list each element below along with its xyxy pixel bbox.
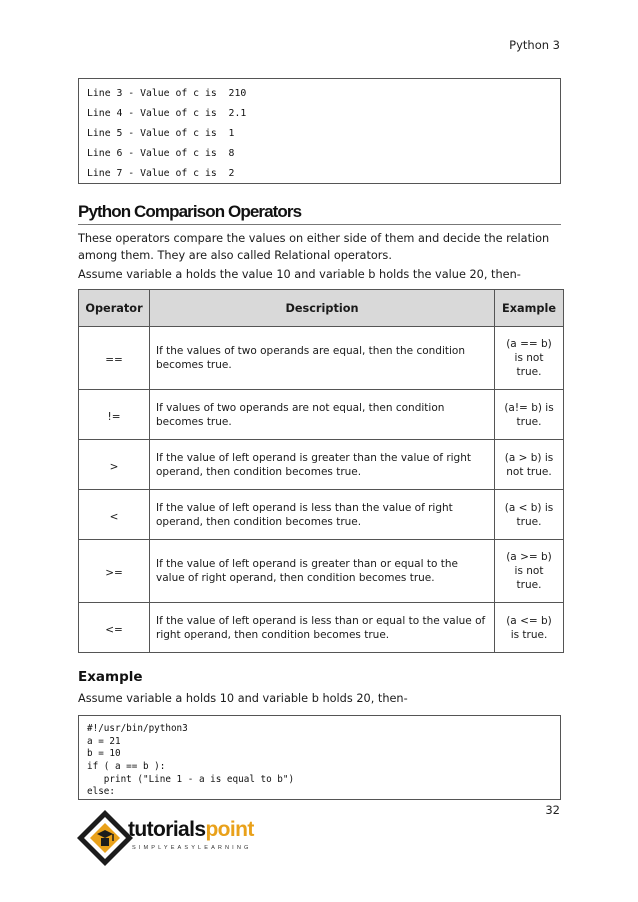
assume-paragraph: Assume variable a holds the value 10 and variable b holds the value 20, then- bbox=[78, 268, 521, 281]
table-header-row bbox=[79, 290, 564, 327]
header-description: Description bbox=[150, 290, 495, 327]
code-line: Line 7 - Value of c is 2 bbox=[87, 168, 235, 179]
code-line: #!/usr/bin/python3 bbox=[87, 723, 188, 734]
code-line: else: bbox=[87, 786, 115, 798]
operator-cell: == bbox=[79, 327, 150, 390]
operator-cell: != bbox=[79, 390, 150, 440]
code-line: Line 3 - Value of c is 210 bbox=[87, 88, 247, 99]
code-line: b = 10 bbox=[87, 748, 121, 760]
table-row bbox=[79, 540, 564, 603]
example-cell: (a >= b) is not true. bbox=[495, 540, 564, 603]
intro-paragraph: These operators compare the values on either side of them and decide the relation among them. They are also called Relational operators. bbox=[78, 232, 550, 262]
example-cell: (a < b) is true. bbox=[495, 490, 564, 540]
table-row bbox=[79, 327, 564, 390]
code-line: print ("Line 1 - a is equal to b") bbox=[87, 773, 295, 785]
comparison-operators-table bbox=[78, 289, 564, 653]
description-cell: If the value of left operand is greater than or equal to the value of right operand, then condition becomes true. bbox=[150, 540, 495, 603]
example-cell: (a == b) is not true. bbox=[495, 327, 564, 390]
code-line: a = 21 bbox=[87, 735, 121, 747]
description-cell: If the value of left operand is less than or equal to the value of right operand, then condition becomes true. bbox=[150, 603, 495, 653]
page-header-title: Python 3 bbox=[509, 38, 560, 52]
example-heading: Example bbox=[78, 669, 143, 685]
code-line: Line 5 - Value of c is 1 bbox=[87, 128, 235, 139]
description-cell: If the value of left operand is less than the value of right operand, then condition becomes true. bbox=[150, 490, 495, 540]
example-cell: (a <= b) is true. bbox=[495, 603, 564, 653]
table-row bbox=[79, 490, 564, 540]
section-divider bbox=[78, 224, 561, 225]
operator-cell: > bbox=[79, 440, 150, 490]
logo-word-point: point bbox=[205, 818, 254, 841]
table-row bbox=[79, 603, 564, 653]
example-code-block bbox=[78, 715, 561, 800]
operator-cell: >= bbox=[79, 540, 150, 603]
description-cell: If the values of two operands are equal, then the condition becomes true. bbox=[150, 327, 495, 390]
table-row bbox=[79, 390, 564, 440]
section-heading: Python Comparison Operators bbox=[78, 202, 302, 221]
example-cell: (a!= b) is true. bbox=[495, 390, 564, 440]
page-number: 32 bbox=[545, 803, 560, 817]
code-line: Line 6 - Value of c is 8 bbox=[87, 148, 235, 159]
logo-emblem-icon bbox=[75, 808, 135, 868]
output-code-block bbox=[78, 78, 561, 184]
table-row bbox=[79, 440, 564, 490]
header-operator: Operator bbox=[79, 290, 150, 327]
example-cell: (a > b) is not true. bbox=[495, 440, 564, 490]
header-example: Example bbox=[495, 290, 564, 327]
example-intro-paragraph: Assume variable a holds 10 and variable b holds 20, then- bbox=[78, 692, 408, 705]
code-line: Line 4 - Value of c is 2.1 bbox=[87, 108, 247, 119]
logo-tagline: SIMPLYEASYLEARNING bbox=[132, 845, 252, 851]
logo-word-tutorials: tutorials bbox=[128, 818, 206, 841]
tutorialspoint-logo bbox=[75, 808, 265, 868]
operator-cell: <= bbox=[79, 603, 150, 653]
operator-cell: < bbox=[79, 490, 150, 540]
description-cell: If the value of left operand is greater than the value of right operand, then condition becomes true. bbox=[150, 440, 495, 490]
code-line: if ( a == b ): bbox=[87, 761, 166, 773]
description-cell: If values of two operands are not equal, then condition becomes true. bbox=[150, 390, 495, 440]
logo-wordmark bbox=[128, 818, 254, 842]
